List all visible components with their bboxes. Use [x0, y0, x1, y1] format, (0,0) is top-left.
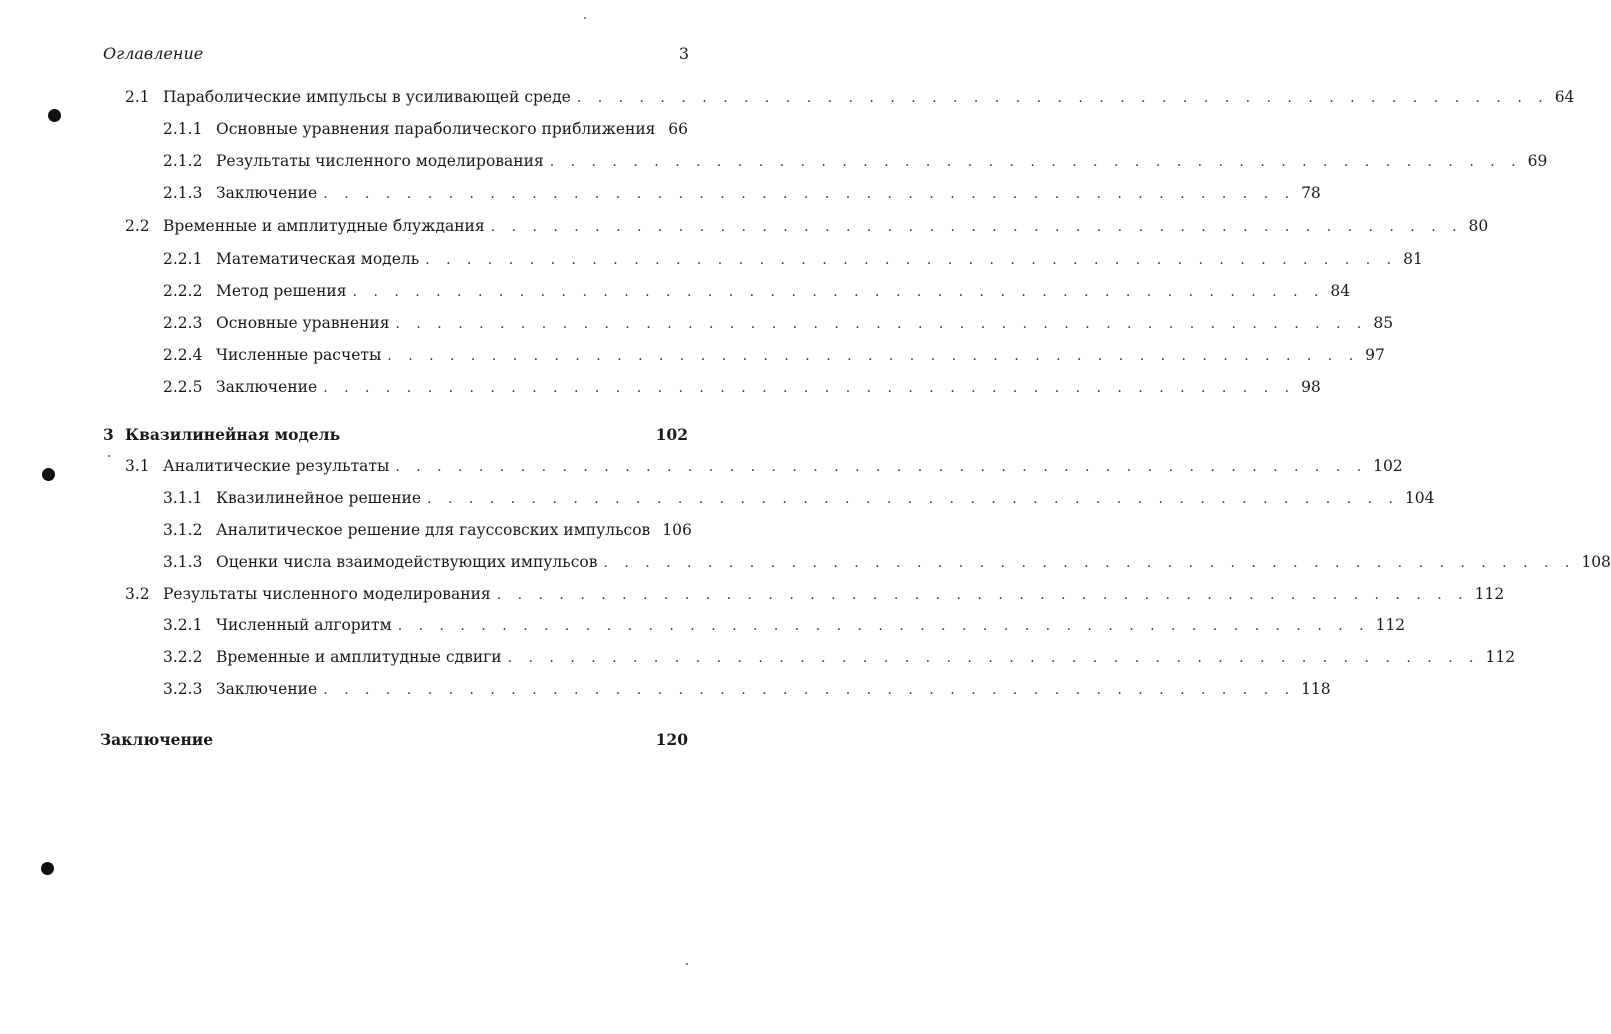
toc-entry-2-1: [125, 88, 1575, 110]
toc-entry-page: 106: [662, 521, 692, 539]
dot-leader: . . . . . . . . . . . . . . . . . . . . . . . . . . . . . . . . . . . . . . . . . . . . . . .: [395, 316, 1368, 332]
dot-leader: . . . . . . . . . . . . . . . . . . . . . . . . . . . . . . . . . . . . . . . . . . . . . . .: [490, 219, 1463, 235]
toc-entry-number: 2.2.2: [163, 282, 203, 300]
dot-leader: . . . . . . . . . . . . . . . . . . . . . . . . . . . . . . . . . . . . . . . . . . . . . . .: [323, 186, 1296, 202]
toc-entry-number: 3.2.1: [163, 616, 203, 634]
toc-entry-number: 2.1: [125, 88, 150, 106]
toc-entry-page: 64: [1554, 88, 1575, 106]
dot-leader: . . . . . . . . . . . . . . . . . . . . . . . . . . . . . . . . . . . . . . . . . . . . . . .: [507, 650, 1480, 666]
toc-entry-number: 2.2.5: [163, 378, 203, 396]
header-page-number: 3: [678, 44, 689, 63]
toc-entry-page: 108: [1581, 553, 1611, 571]
toc-entry-title: Результаты численного моделирования: [163, 585, 491, 603]
toc-entry-title: Метод решения: [216, 282, 347, 300]
punch-hole: [41, 862, 54, 875]
toc-entry-page: 69: [1527, 152, 1548, 170]
dot-leader: . . . . . . . . . . . . . . . . . . . . . . . . . . . . . . . . . . . . . . . . . . . . . . .: [397, 618, 1370, 634]
toc-entry-page: 112: [1485, 648, 1516, 666]
dot-leader: . . . . . . . . . . . . . . . . . . . . . . . . . . . . . . . . . . . . . . . . . . . . . . .: [603, 555, 1576, 571]
scan-speck: [584, 17, 586, 19]
dot-leader: . . . . . . . . . . . . . . . . . . . . . . . . . . . . . . . . . . . . . . . . . . . . . . .: [395, 459, 1368, 475]
toc-entry-page: 80: [1468, 217, 1489, 235]
toc-entry-3-2-2: [163, 648, 1516, 670]
dot-leader: . . . . . . . . . . . . . . . . . . . . . . . . . . . . . . . . . . . . . . . . . . . . . . .: [425, 252, 1398, 268]
dot-leader: . . . . . . . . . . . . . . . . . . . . . . . . . . . . . . . . . . . . . . . . . . . . . . .: [352, 284, 1325, 300]
toc-entry-2-1-1: [163, 120, 688, 142]
dot-leader: . . . . . . . . . . . . . . . . . . . . . . . . . . . . . . . . . . . . . . . . . . . . . . .: [427, 491, 1399, 507]
toc-entry-number: 3.2: [125, 585, 150, 603]
toc-entry-3-1-3: [163, 553, 1611, 575]
toc-entry-title: Временные и амплитудные блуждания: [163, 217, 485, 235]
toc-entry-title: Математическая модель: [216, 250, 420, 268]
toc-entry-2-2-1: [163, 250, 1423, 272]
toc-entry-number: 2.2.3: [163, 314, 203, 332]
toc-chapter-number: 3: [103, 425, 114, 444]
toc-entry-number: 3.1.2: [163, 521, 203, 539]
toc-entry-number: 2.2.4: [163, 346, 203, 364]
toc-entry-number: 2.1.2: [163, 152, 203, 170]
toc-entry-2-2: [125, 217, 1489, 239]
toc-entry-title: Основные уравнения параболического приближения: [216, 120, 656, 138]
toc-entry-page: 84: [1330, 282, 1351, 300]
toc-entry-title: Результаты численного моделирования: [216, 152, 544, 170]
toc-chapter-page: 102: [655, 425, 688, 444]
toc-entry-page: 98: [1301, 378, 1321, 396]
toc-entry-number: 2.1.1: [163, 120, 203, 138]
toc-conclusion: [100, 730, 688, 752]
toc-entry-2-1-3: [163, 184, 1321, 206]
toc-entry-number: 3.2.2: [163, 648, 203, 666]
header-title: Оглавление: [103, 44, 204, 63]
toc-chapter-title: Заключение: [100, 730, 214, 749]
toc-entry-title: Основные уравнения: [216, 314, 390, 332]
toc-chapter-title: Квазилинейная модель: [125, 425, 341, 444]
toc-entry-3-1-2: [163, 521, 692, 543]
dot-leader: . . . . . . . . . . . . . . . . . . . . . . . . . . . . . . . . . . . . . . . . . . . . . . .: [576, 90, 1549, 106]
toc-entry-page: 104: [1404, 489, 1435, 507]
toc-entry-page: 85: [1373, 314, 1394, 332]
toc-entry-page: 118: [1301, 680, 1331, 698]
toc-entry-page: 78: [1301, 184, 1321, 202]
dot-leader: . . . . . . . . . . . . . . . . . . . . . . . . . . . . . . . . . . . . . . . . . . . . . . .: [549, 154, 1522, 170]
dot-leader: . . . . . . . . . . . . . . . . . . . . . . . . . . . . . . . . . . . . . . . . . . . . . . .: [496, 587, 1469, 603]
toc-chapter-page: 120: [655, 730, 688, 749]
toc-entry-number: 3.2.3: [163, 680, 203, 698]
toc-entry-3-2: [125, 585, 1505, 607]
toc-entry-title: Квазилинейное решение: [216, 489, 422, 507]
toc-entry-3-2-1: [163, 616, 1406, 638]
toc-entry-page: 81: [1403, 250, 1423, 268]
toc-entry-title: Заключение: [216, 378, 318, 396]
toc-entry-number: 2.2.1: [163, 250, 203, 268]
running-header: [103, 44, 689, 63]
punch-hole: [42, 468, 55, 481]
toc-entry-2-2-2: [163, 282, 1351, 304]
toc-entry-number: 2.2: [125, 217, 150, 235]
toc-entry-title: Численный алгоритм: [216, 616, 392, 634]
scan-speck: [108, 455, 110, 457]
toc-entry-title: Оценки числа взаимодействующих импульсов: [216, 553, 598, 571]
toc-entry-page: 97: [1365, 346, 1385, 364]
punch-hole: [48, 109, 61, 122]
scan-speck: [686, 963, 688, 965]
toc-entry-page: 102: [1373, 457, 1403, 475]
dot-leader: . . . . . . . . . . . . . . . . . . . . . . . . . . . . . . . . . . . . . . . . . . . . . . .: [387, 348, 1360, 364]
toc-entry-title: Заключение: [216, 184, 318, 202]
toc-entry-page: 112: [1474, 585, 1505, 603]
toc-entry-title: Аналитические результаты: [163, 457, 390, 475]
toc-entry-title: Заключение: [216, 680, 318, 698]
dot-leader: . . . . . . . . . . . . . . . . . . . . . . . . . . . . . . . . . . . . . . . . . . . . . . .: [323, 380, 1296, 396]
toc-entry-2-2-4: [163, 346, 1385, 368]
toc-entry-2-2-5: [163, 378, 1321, 400]
toc-entry-2-2-3: [163, 314, 1394, 336]
toc-entry-number: 3.1: [125, 457, 150, 475]
dot-leader: . . . . . . . . . . . . . . . . . . . . . . . . . . . . . . . . . . . . . . . . . . . . . . .: [323, 682, 1296, 698]
toc-entry-3-1: [125, 457, 1403, 479]
toc-chapter-3: [103, 425, 688, 447]
toc-entry-number: 2.1.3: [163, 184, 203, 202]
toc-entry-page: 66: [668, 120, 688, 138]
toc-entry-page: 112: [1375, 616, 1406, 634]
toc-entry-title: Параболические импульсы в усиливающей среде: [163, 88, 571, 106]
toc-entry-3-2-3: [163, 680, 1331, 702]
toc-entry-title: Аналитическое решение для гауссовских импульсов: [216, 521, 651, 539]
toc-entry-title: Численные расчеты: [216, 346, 382, 364]
toc-entry-title: Временные и амплитудные сдвиги: [216, 648, 502, 666]
toc-entry-3-1-1: [163, 489, 1435, 511]
toc-entry-2-1-2: [163, 152, 1548, 174]
toc-entry-number: 3.1.3: [163, 553, 203, 571]
toc-entry-number: 3.1.1: [163, 489, 203, 507]
